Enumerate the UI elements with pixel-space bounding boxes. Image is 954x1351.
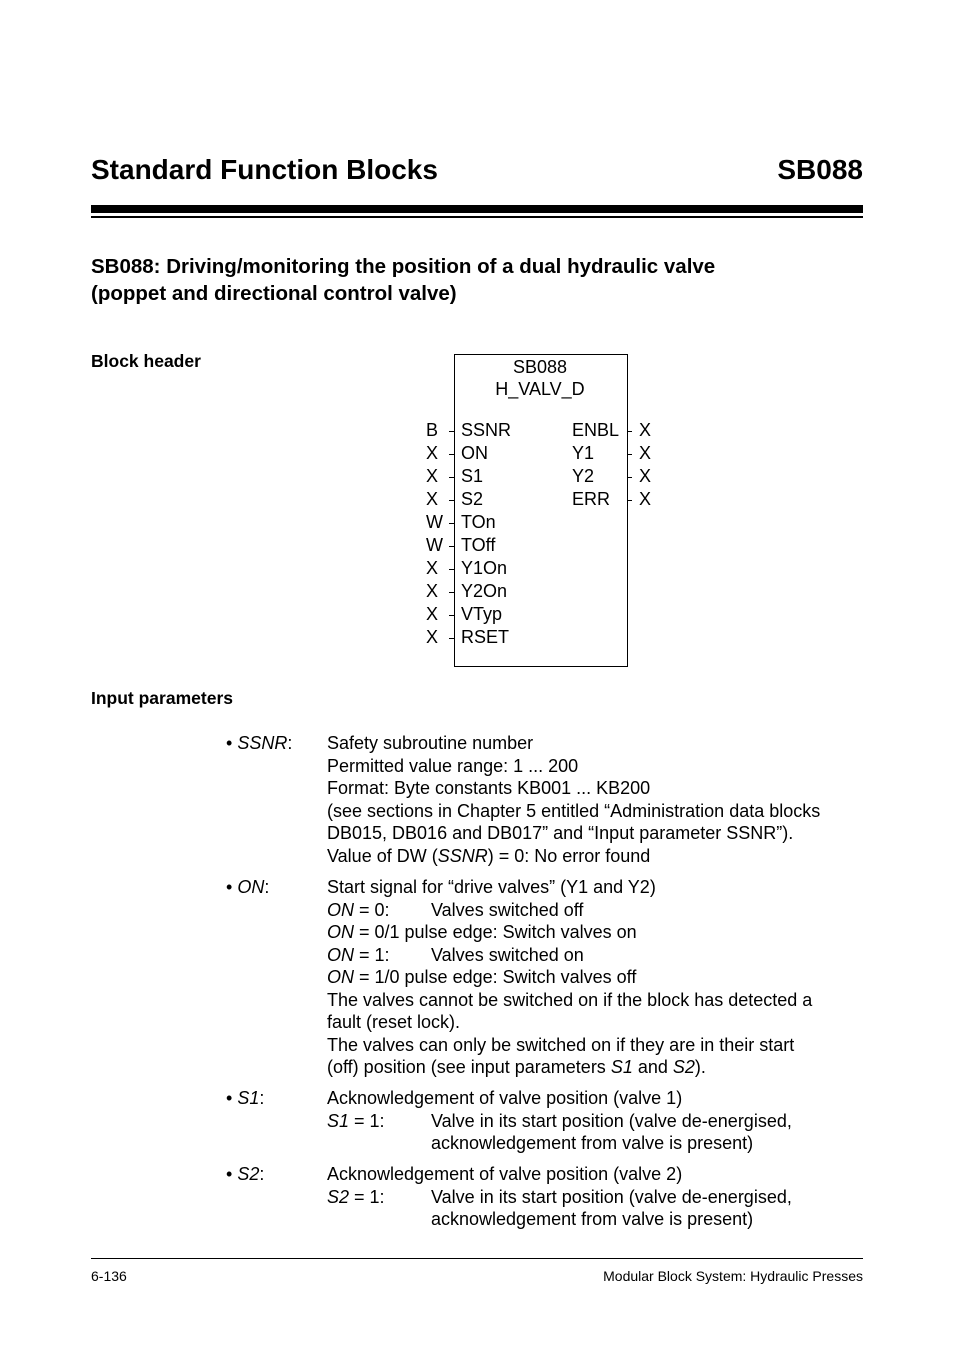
param-ref: ON — [327, 967, 354, 987]
input-type-label: X — [426, 581, 439, 601]
input-connector — [449, 638, 454, 639]
text: Valve in its start position (valve de-energised, — [431, 1110, 792, 1131]
desc-line — [327, 1186, 792, 1209]
main-title — [91, 253, 715, 307]
colon: : — [259, 1164, 265, 1184]
text: = 1: — [349, 1186, 385, 1207]
colon: : — [259, 1088, 265, 1108]
param-on-description — [327, 876, 812, 1079]
param-ssnr-label — [226, 733, 292, 754]
output-type-label: X — [639, 466, 652, 486]
param-ssnr-description — [327, 732, 820, 867]
desc-line: Acknowledgement of valve position (valve 2) — [327, 1164, 683, 1184]
desc-line: (see sections in Chapter 5 entitled “Administration data blocks — [327, 800, 821, 821]
input-pin-name: Y2On — [461, 581, 508, 601]
text: = 1: — [349, 1110, 385, 1131]
text: ) = 0: No error found — [487, 845, 651, 866]
param-ref: S1 — [610, 1057, 633, 1077]
desc-line: DB015, DB016 and DB017” and “Input parameter SSNR”). — [327, 823, 794, 843]
desc-line — [327, 966, 812, 989]
text: = 0/1 pulse edge: Switch valves on — [354, 922, 637, 942]
param-ref: S2 — [327, 1186, 350, 1207]
text: (off) position (see input parameters — [327, 1057, 611, 1077]
desc-line — [327, 1056, 812, 1079]
param-ref: ON — [327, 899, 354, 920]
input-connector — [449, 523, 454, 524]
page-header-title: Standard Function Blocks — [91, 154, 438, 185]
param-ref: ON — [327, 944, 354, 965]
text: = 1: — [354, 944, 390, 965]
text: Value of DW ( — [327, 845, 438, 866]
input-parameters-heading: Input parameters — [91, 688, 233, 708]
param-s2-description — [327, 1163, 792, 1231]
input-type-label: X — [426, 466, 439, 486]
desc-line — [327, 1208, 792, 1231]
param-ref: S2 — [672, 1057, 695, 1077]
desc-line: Acknowledgement of valve position (valve 1) — [327, 1088, 683, 1108]
input-type-label: X — [426, 443, 439, 463]
input-connector — [449, 454, 454, 455]
output-pin-name: ENBL — [572, 420, 620, 440]
desc-line: Safety subroutine number — [327, 733, 534, 753]
desc-line: Format: Byte constants KB001 ... KB200 — [327, 778, 651, 798]
block-header-heading: Block header — [91, 351, 201, 371]
text: acknowledgement from valve is present) — [431, 1133, 754, 1153]
param-ref: ON — [327, 922, 354, 942]
desc-line — [327, 1110, 792, 1133]
param-name: SSNR — [237, 733, 288, 753]
input-connector — [449, 431, 454, 432]
input-connector — [449, 615, 454, 616]
input-pin-name: RSET — [461, 627, 510, 647]
input-pin-name: SSNR — [461, 420, 512, 440]
text: Valves switched on — [431, 944, 584, 965]
main-title-line-2: (poppet and directional control valve) — [91, 282, 457, 305]
desc-line: The valves cannot be switched on if the block has detected a — [327, 989, 813, 1010]
param-s1-label — [226, 1088, 264, 1109]
desc-line — [327, 1132, 792, 1155]
text: = 0: — [354, 899, 390, 920]
input-connector — [449, 477, 454, 478]
input-connector — [449, 500, 454, 501]
input-type-label: X — [426, 604, 439, 624]
input-type-label: W — [426, 535, 443, 555]
input-type-label: X — [426, 558, 439, 578]
input-type-label: X — [426, 627, 439, 647]
footer-title: Modular Block System: Hydraulic Presses — [603, 1268, 863, 1284]
text: Valve in its start position (valve de-energised, — [431, 1186, 792, 1207]
page-header-code: SB088 — [777, 154, 863, 185]
input-pin-name: S2 — [461, 489, 484, 509]
param-on-label — [226, 877, 269, 898]
desc-line: fault (reset lock). — [327, 1012, 461, 1032]
text: acknowledgement from valve is present) — [431, 1209, 754, 1229]
block-name: SB088 — [512, 357, 568, 377]
desc-line: The valves can only be switched on if they are in their start — [327, 1034, 795, 1055]
text: and — [632, 1057, 673, 1077]
param-name: S1 — [237, 1088, 260, 1108]
bullet-icon: • — [226, 733, 233, 753]
input-connector — [449, 592, 454, 593]
desc-line — [327, 899, 812, 922]
main-title-line-1: SB088: Driving/monitoring the position of a dual hydraulic valve — [91, 255, 716, 278]
bullet-icon: • — [226, 1088, 233, 1108]
output-connector — [627, 500, 632, 501]
input-pin-name: VTyp — [461, 604, 503, 624]
output-type-label: X — [639, 489, 652, 509]
colon: : — [264, 877, 270, 897]
output-connector — [627, 477, 632, 478]
bullet-icon: • — [226, 877, 233, 897]
desc-line — [327, 845, 820, 868]
output-type-label: X — [639, 420, 652, 440]
bullet-icon: • — [226, 1164, 233, 1184]
colon: : — [287, 733, 293, 753]
footer-rule — [91, 1258, 863, 1259]
param-ref: S1 — [327, 1110, 350, 1131]
text: ). — [694, 1057, 706, 1077]
output-connector — [627, 454, 632, 455]
desc-line — [327, 921, 812, 944]
header-rule-thin — [91, 216, 863, 218]
output-pin-name: Y1 — [572, 443, 595, 463]
output-connector — [627, 431, 632, 432]
footer-page-number: 6-136 — [91, 1268, 127, 1284]
text: Valves switched off — [431, 899, 584, 920]
input-type-label: X — [426, 489, 439, 509]
output-pin-name: ERR — [572, 489, 611, 509]
input-pin-name: Y1On — [461, 558, 508, 578]
desc-line: Permitted value range: 1 ... 200 — [327, 755, 579, 776]
input-pin-name: TOn — [461, 512, 496, 532]
block-subname: H_VALV_D — [495, 379, 585, 399]
param-s2-label — [226, 1164, 264, 1185]
input-connector — [449, 546, 454, 547]
param-ref: SSNR — [437, 845, 488, 866]
desc-line — [327, 944, 812, 967]
input-pin-name: S1 — [461, 466, 484, 486]
input-connector — [449, 569, 454, 570]
input-pin-name: ON — [461, 443, 488, 463]
param-s1-description — [327, 1087, 792, 1155]
param-name: ON — [237, 877, 265, 897]
header-rule-thick — [91, 205, 863, 213]
input-type-label: W — [426, 512, 443, 532]
output-type-label: X — [639, 443, 652, 463]
param-name: S2 — [237, 1164, 260, 1184]
text: = 1/0 pulse edge: Switch valves off — [354, 967, 637, 987]
output-pin-name: Y2 — [572, 466, 595, 486]
input-type-label: B — [426, 420, 439, 440]
desc-line: Start signal for “drive valves” (Y1 and Y2) — [327, 877, 656, 897]
input-pin-name: TOff — [461, 535, 496, 555]
